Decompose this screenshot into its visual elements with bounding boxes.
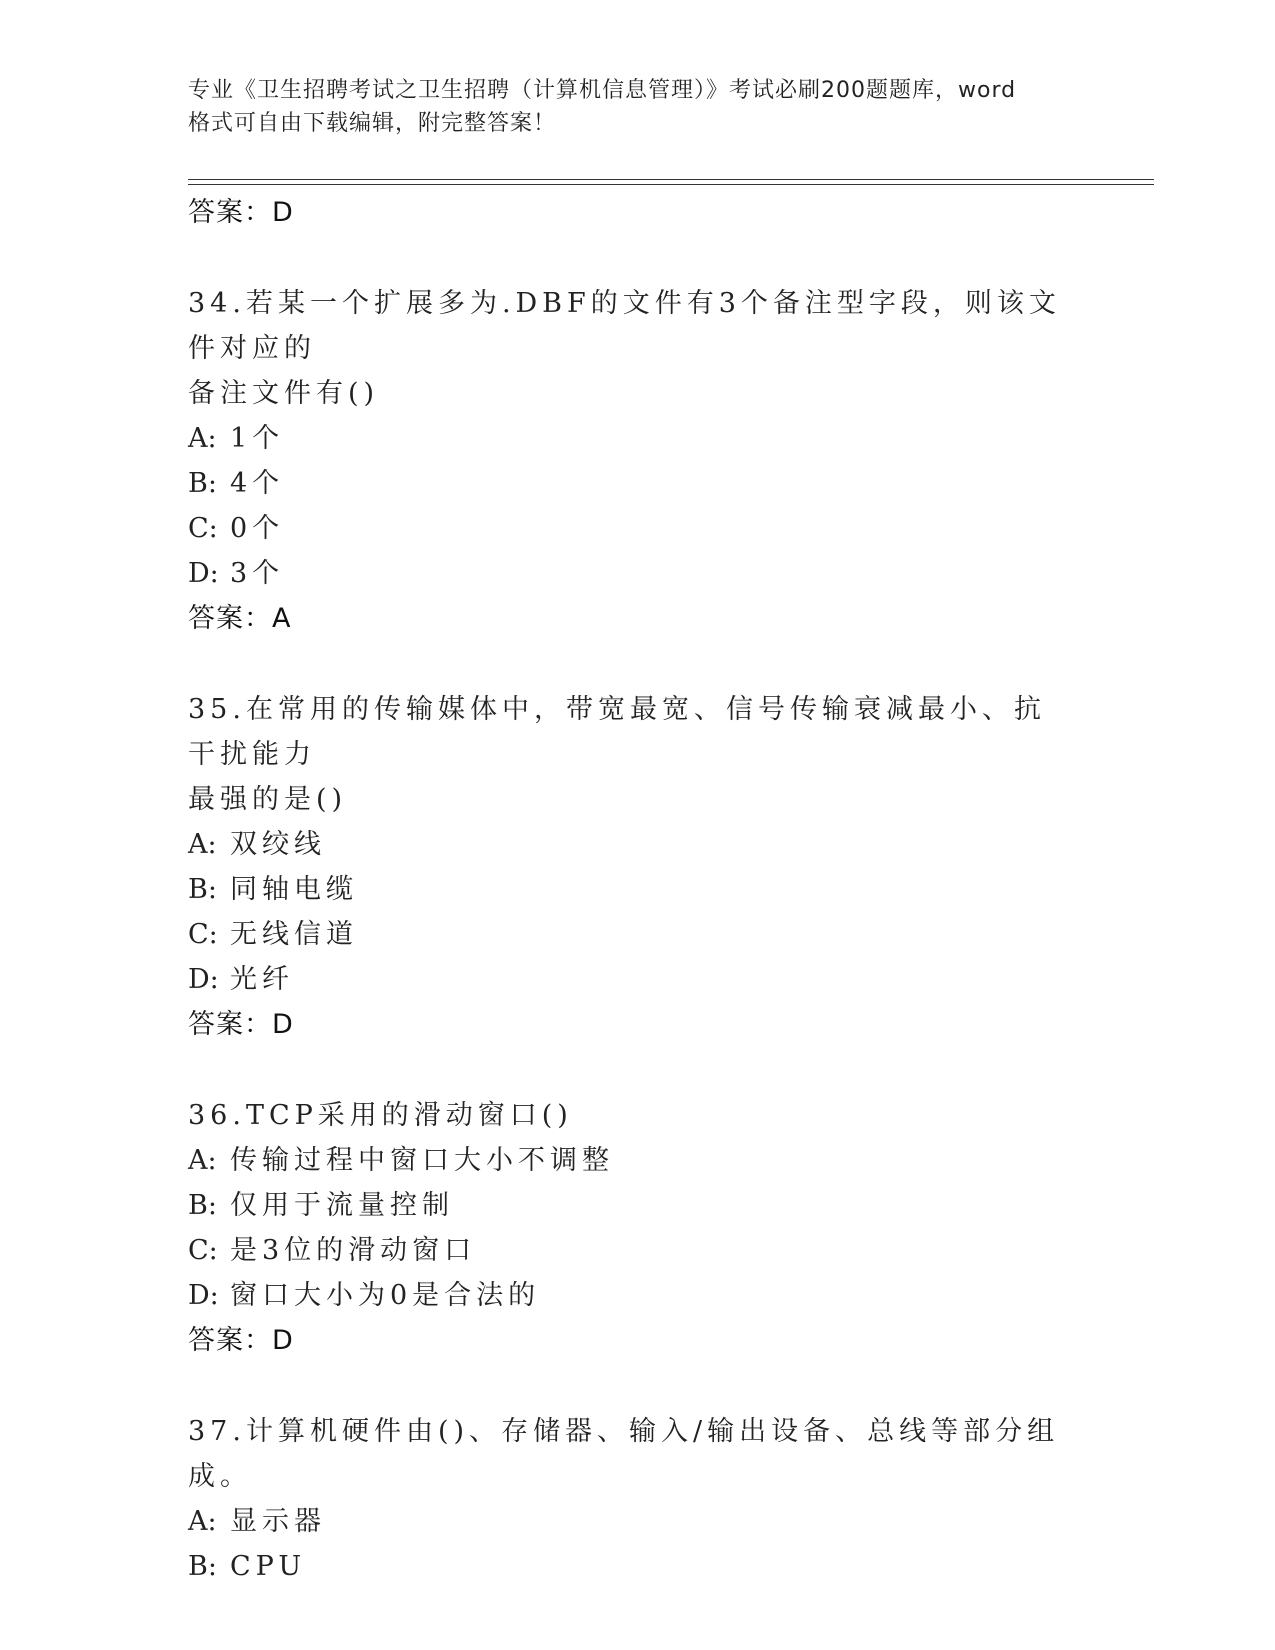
previous-answer: 答案：D bbox=[188, 197, 294, 228]
option-label: B: bbox=[188, 874, 217, 905]
question-text-line: 37.计算机硬件由()、存储器、输入/输出设备、总线等部分组成。 bbox=[188, 1416, 1060, 1492]
question-text-line: 36.TCP采用的滑动窗口() bbox=[188, 1100, 573, 1131]
answer: 答案：A bbox=[188, 603, 292, 634]
option-label: D: bbox=[188, 558, 219, 589]
option-label: B: bbox=[188, 468, 217, 499]
option-text: 3个 bbox=[230, 558, 285, 589]
option-label: C: bbox=[188, 919, 218, 950]
option-a bbox=[188, 416, 1088, 461]
question-34 bbox=[188, 281, 1088, 641]
option-text: 仅用于流量控制 bbox=[230, 1190, 454, 1221]
option-text: 1个 bbox=[230, 423, 285, 454]
option-d bbox=[188, 551, 1088, 596]
option-label: A: bbox=[188, 423, 217, 454]
header-divider-bottom bbox=[188, 184, 1154, 185]
document-header bbox=[188, 74, 1088, 140]
header-line-1: 专业《卫生招聘考试之卫生招聘（计算机信息管理）》考试必刷200题题库，word bbox=[188, 78, 1017, 103]
option-a bbox=[188, 822, 1088, 867]
option-text: 无线信道 bbox=[230, 919, 358, 950]
option-label: D: bbox=[188, 1280, 219, 1311]
option-text: 是3位的滑动窗口 bbox=[230, 1235, 477, 1266]
option-b bbox=[188, 1183, 1088, 1228]
option-label: B: bbox=[188, 1190, 217, 1221]
option-text: CPU bbox=[230, 1551, 307, 1582]
header-divider-top bbox=[188, 179, 1154, 180]
option-a bbox=[188, 1138, 1088, 1183]
question-text-line: 34.若某一个扩展多为.DBF的文件有3个备注型字段，则该文件对应的 bbox=[188, 288, 1061, 364]
option-text: 显示器 bbox=[230, 1506, 326, 1537]
option-b bbox=[188, 867, 1088, 912]
option-text: 窗口大小为0是合法的 bbox=[230, 1280, 541, 1311]
question-text bbox=[188, 687, 1068, 822]
answer: 答案：D bbox=[188, 1325, 294, 1356]
answer: 答案：D bbox=[188, 1009, 294, 1040]
option-d bbox=[188, 1273, 1088, 1318]
question-text bbox=[188, 1093, 1068, 1138]
header-line-2: 格式可自由下载编辑，附完整答案！ bbox=[188, 111, 557, 136]
option-text: 传输过程中窗口大小不调整 bbox=[230, 1145, 614, 1176]
option-text: 4个 bbox=[230, 468, 285, 499]
option-c bbox=[188, 506, 1088, 551]
option-label: C: bbox=[188, 1235, 218, 1266]
option-label: D: bbox=[188, 964, 219, 995]
question-list bbox=[188, 190, 1088, 1589]
option-a bbox=[188, 1499, 1088, 1544]
option-label: A: bbox=[188, 1145, 217, 1176]
question-text-line: 35.在常用的传输媒体中，带宽最宽、信号传输衰减最小、抗干扰能力 bbox=[188, 694, 1046, 770]
option-label: A: bbox=[188, 1506, 217, 1537]
question-37 bbox=[188, 1409, 1088, 1589]
option-c bbox=[188, 912, 1088, 957]
question-text bbox=[188, 1409, 1068, 1499]
question-36 bbox=[188, 1093, 1088, 1363]
option-label: C: bbox=[188, 513, 218, 544]
option-d bbox=[188, 957, 1088, 1002]
option-text: 双绞线 bbox=[230, 829, 326, 860]
option-text: 光纤 bbox=[230, 964, 294, 995]
question-text bbox=[188, 281, 1068, 416]
option-label: A: bbox=[188, 829, 217, 860]
option-label: B: bbox=[188, 1551, 217, 1582]
option-b bbox=[188, 461, 1088, 506]
question-35 bbox=[188, 687, 1088, 1047]
option-c bbox=[188, 1228, 1088, 1273]
option-text: 0个 bbox=[230, 513, 285, 544]
question-text-line: 最强的是() bbox=[188, 784, 348, 815]
option-b bbox=[188, 1544, 1088, 1589]
question-text-line: 备注文件有() bbox=[188, 378, 380, 409]
option-text: 同轴电缆 bbox=[230, 874, 358, 905]
